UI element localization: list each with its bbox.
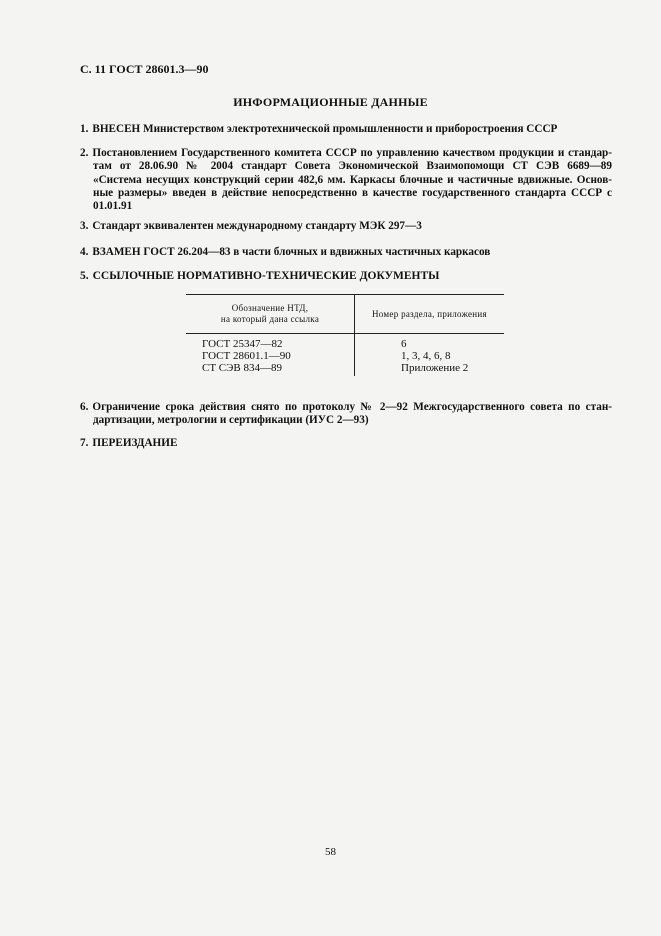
running-header: С. 11 ГОСТ 28601.3—90 bbox=[80, 62, 209, 76]
column-header-line: на который дана ссылка bbox=[220, 314, 320, 324]
info-item-6 bbox=[80, 401, 612, 428]
item-text-line: 01.01.91 bbox=[93, 200, 133, 213]
document-designation: ГОСТ 25347—82 bbox=[202, 338, 283, 350]
info-item-4 bbox=[80, 246, 612, 259]
item-text: ПЕРЕИЗДАНИЕ bbox=[92, 437, 178, 449]
item-text: Стандарт эквивалентен международному стандарту МЭК 297—3 bbox=[92, 220, 422, 232]
item-number: 6. bbox=[80, 401, 89, 413]
column-header-document bbox=[186, 295, 355, 334]
item-text-line: ные размеры» введен в действие непосредственно в качестве государственного стандарта СССР с bbox=[93, 186, 612, 199]
item-text: ВНЕСЕН Министерством электротехнической промышленности и приборостроения СССР bbox=[92, 123, 558, 135]
page-number: 58 bbox=[325, 846, 336, 858]
section-reference: Приложение 2 bbox=[401, 362, 469, 374]
column-header-section: Номер раздела, приложения bbox=[355, 295, 505, 334]
document-list-cell bbox=[186, 334, 355, 377]
section-list-cell bbox=[355, 334, 505, 377]
item-number: 4. bbox=[80, 246, 89, 258]
item-text: ССЫЛОЧНЫЕ НОРМАТИВНО-ТЕХНИЧЕСКИЕ ДОКУМЕНТЫ bbox=[92, 270, 440, 282]
table-header-row bbox=[186, 295, 504, 334]
item-number: 5. bbox=[80, 270, 89, 282]
reference-documents-table bbox=[186, 294, 504, 376]
section-reference: 1, 3, 4, 6, 8 bbox=[401, 350, 451, 362]
info-item-3 bbox=[80, 220, 612, 233]
item-text-line: там от 28.06.90 № 2004 стандарт Совета Экономической Взаимопомощи СТ СЭВ 6689—89 bbox=[93, 160, 612, 173]
column-header-line: Обозначение НТД, bbox=[231, 303, 309, 313]
item-text-line: Ограничение срока действия снято по протоколу № 2—92 Межгосударственного совета по стан- bbox=[92, 401, 612, 413]
item-text-line: «Система несущих конструкций серии 482,6 мм. Каркасы блочные и частичные вдвижные. Основ- bbox=[93, 173, 612, 186]
item-number: 3. bbox=[80, 220, 89, 232]
section-reference: 6 bbox=[401, 338, 407, 350]
item-text-line: Постановлением Государственного комитета СССР по управлению качеством продукции и стандар- bbox=[92, 147, 612, 159]
item-number: 7. bbox=[80, 437, 89, 449]
info-item-1 bbox=[80, 123, 612, 136]
info-item-7 bbox=[80, 437, 612, 450]
info-item-5 bbox=[80, 270, 612, 283]
info-item-2 bbox=[80, 147, 612, 213]
document-designation: ГОСТ 28601.1—90 bbox=[202, 350, 291, 362]
item-text: ВЗАМЕН ГОСТ 26.204—83 в части блочных и вдвижных частичных каркасов bbox=[92, 246, 491, 258]
item-text-line: дартизации, метрологии и сертификации (ИУС 2—93) bbox=[93, 414, 369, 427]
document-title: ИНФОРМАЦИОННЫЕ ДАННЫЕ bbox=[233, 95, 428, 109]
document-designation: СТ СЭВ 834—89 bbox=[202, 362, 282, 374]
item-number: 2. bbox=[80, 147, 89, 159]
table-row bbox=[186, 334, 504, 377]
item-number: 1. bbox=[80, 123, 89, 135]
